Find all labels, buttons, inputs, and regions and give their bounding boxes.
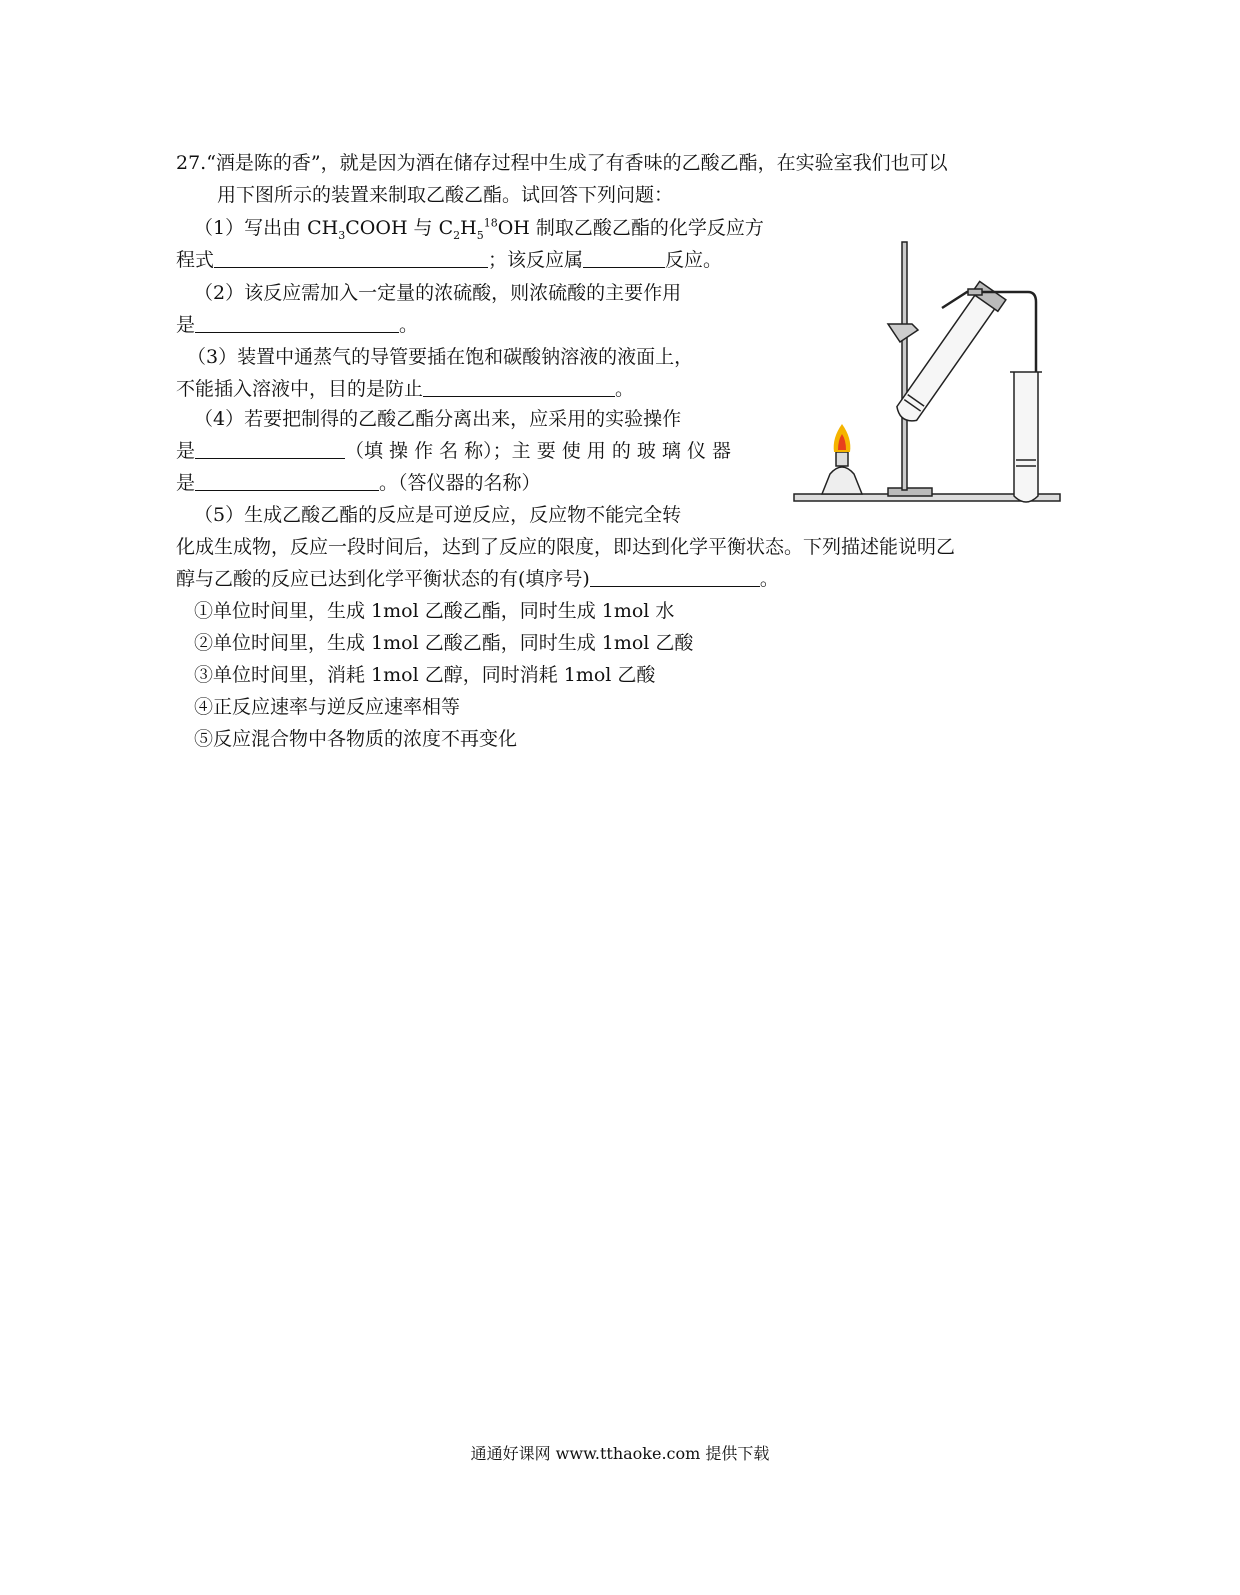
q1-equation-blank[interactable]: [214, 247, 488, 268]
q1-text-c: H: [460, 217, 477, 239]
q3-label: 不能插入溶液中，目的是防止: [176, 378, 424, 400]
q5-answer-blank[interactable]: [590, 566, 760, 587]
q4-operation-blank[interactable]: [195, 438, 345, 459]
q1-line1: [194, 214, 764, 242]
q3-prevent-blank[interactable]: [423, 376, 615, 397]
q1-sub-3: 3: [338, 228, 346, 242]
q1-sup-18: 18: [483, 216, 498, 230]
q1-text-a: （1）写出由 CH: [194, 217, 339, 239]
question-intro-line2: 用下图所示的装置来制取乙酸乙酯。试回答下列问题：: [217, 184, 674, 206]
q4-label-a: 是: [176, 440, 196, 462]
q3-line2: [176, 375, 634, 403]
q5-option-5: ⑤反应混合物中各物质的浓度不再变化: [194, 728, 518, 750]
question-intro-line1: 27.“酒是陈的香”，就是因为酒在储存过程中生成了有香味的乙酸乙酯，在实验室我们也可以: [176, 152, 948, 174]
stand-foot: [888, 488, 932, 496]
q1-reaction-type-blank[interactable]: [583, 247, 665, 268]
q4-instrument-hint: 。（答仪器的名称）: [379, 472, 541, 494]
q5-label: 醇与乙酸的反应已达到化学平衡状态的有(填序号): [176, 568, 590, 590]
q5-option-3: ③单位时间里，消耗 1mol 乙醇，同时消耗 1mol 乙酸: [194, 664, 656, 686]
q2-label: 是: [176, 314, 196, 336]
q2-line2: [176, 311, 418, 339]
stand-rod: [902, 242, 907, 490]
q5-end: 。: [759, 568, 779, 590]
lamp-wick-holder: [836, 452, 848, 466]
ethyl-acetate-apparatus-diagram: [792, 238, 1064, 514]
q4-label-b: 是: [176, 472, 196, 494]
q1-line2: [176, 246, 722, 274]
q5-option-2: ②单位时间里，生成 1mol 乙酸乙酯，同时生成 1mol 乙酸: [194, 632, 694, 654]
q2-sulfuric-acid-role-blank[interactable]: [195, 312, 399, 333]
q5-line2: 化成生成物，反应一段时间后，达到了反应的限度，即达到化学平衡状态。下列描述能说明乙: [176, 536, 956, 558]
q3-end: 。: [615, 378, 635, 400]
q4-operation-hint: （填 操 作 名 称）；主 要 使 用 的 玻 璃 仪 器: [345, 440, 731, 462]
q1-sub-5: 5: [476, 228, 484, 242]
q5-line1: （5）生成乙酸乙酯的反应是可逆反应，反应物不能完全转: [194, 504, 682, 526]
q1-sub-2: 2: [453, 228, 461, 242]
page-footer: 通通好课网 www.tthaoke.com 提供下载: [470, 1444, 770, 1463]
clamp: [888, 324, 918, 342]
q3-line1: （3）装置中通蒸气的导管要插在饱和碳酸钠溶液的液面上，: [187, 346, 694, 368]
q4-line3: [176, 469, 541, 497]
q4-line2: [176, 437, 731, 465]
tube-connector: [968, 289, 982, 295]
q1-equation-label: 程式: [176, 249, 215, 271]
receiving-test-tube: [1014, 372, 1038, 502]
q5-option-1: ①单位时间里，生成 1mol 乙酸乙酯，同时生成 1mol 水: [194, 600, 675, 622]
q2-line1: （2）该反应需加入一定量的浓硫酸，则浓硫酸的主要作用: [194, 282, 682, 304]
q1-text-d: OH 制取乙酸乙酯的化学反应方: [497, 217, 764, 239]
q5-option-4: ④正反应速率与逆反应速率相等: [194, 696, 461, 718]
q4-line1: （4）若要把制得的乙酸乙酯分离出来，应采用的实验操作: [194, 408, 682, 430]
q1-type-suffix: 反应。: [665, 249, 723, 271]
q1-type-label: ；该反应属: [488, 249, 584, 271]
q4-instrument-blank[interactable]: [195, 470, 379, 491]
q5-line3: [176, 565, 779, 593]
alcohol-lamp: [822, 467, 862, 494]
q2-end: 。: [399, 314, 419, 336]
q1-text-b: COOH 与 C: [345, 217, 454, 239]
